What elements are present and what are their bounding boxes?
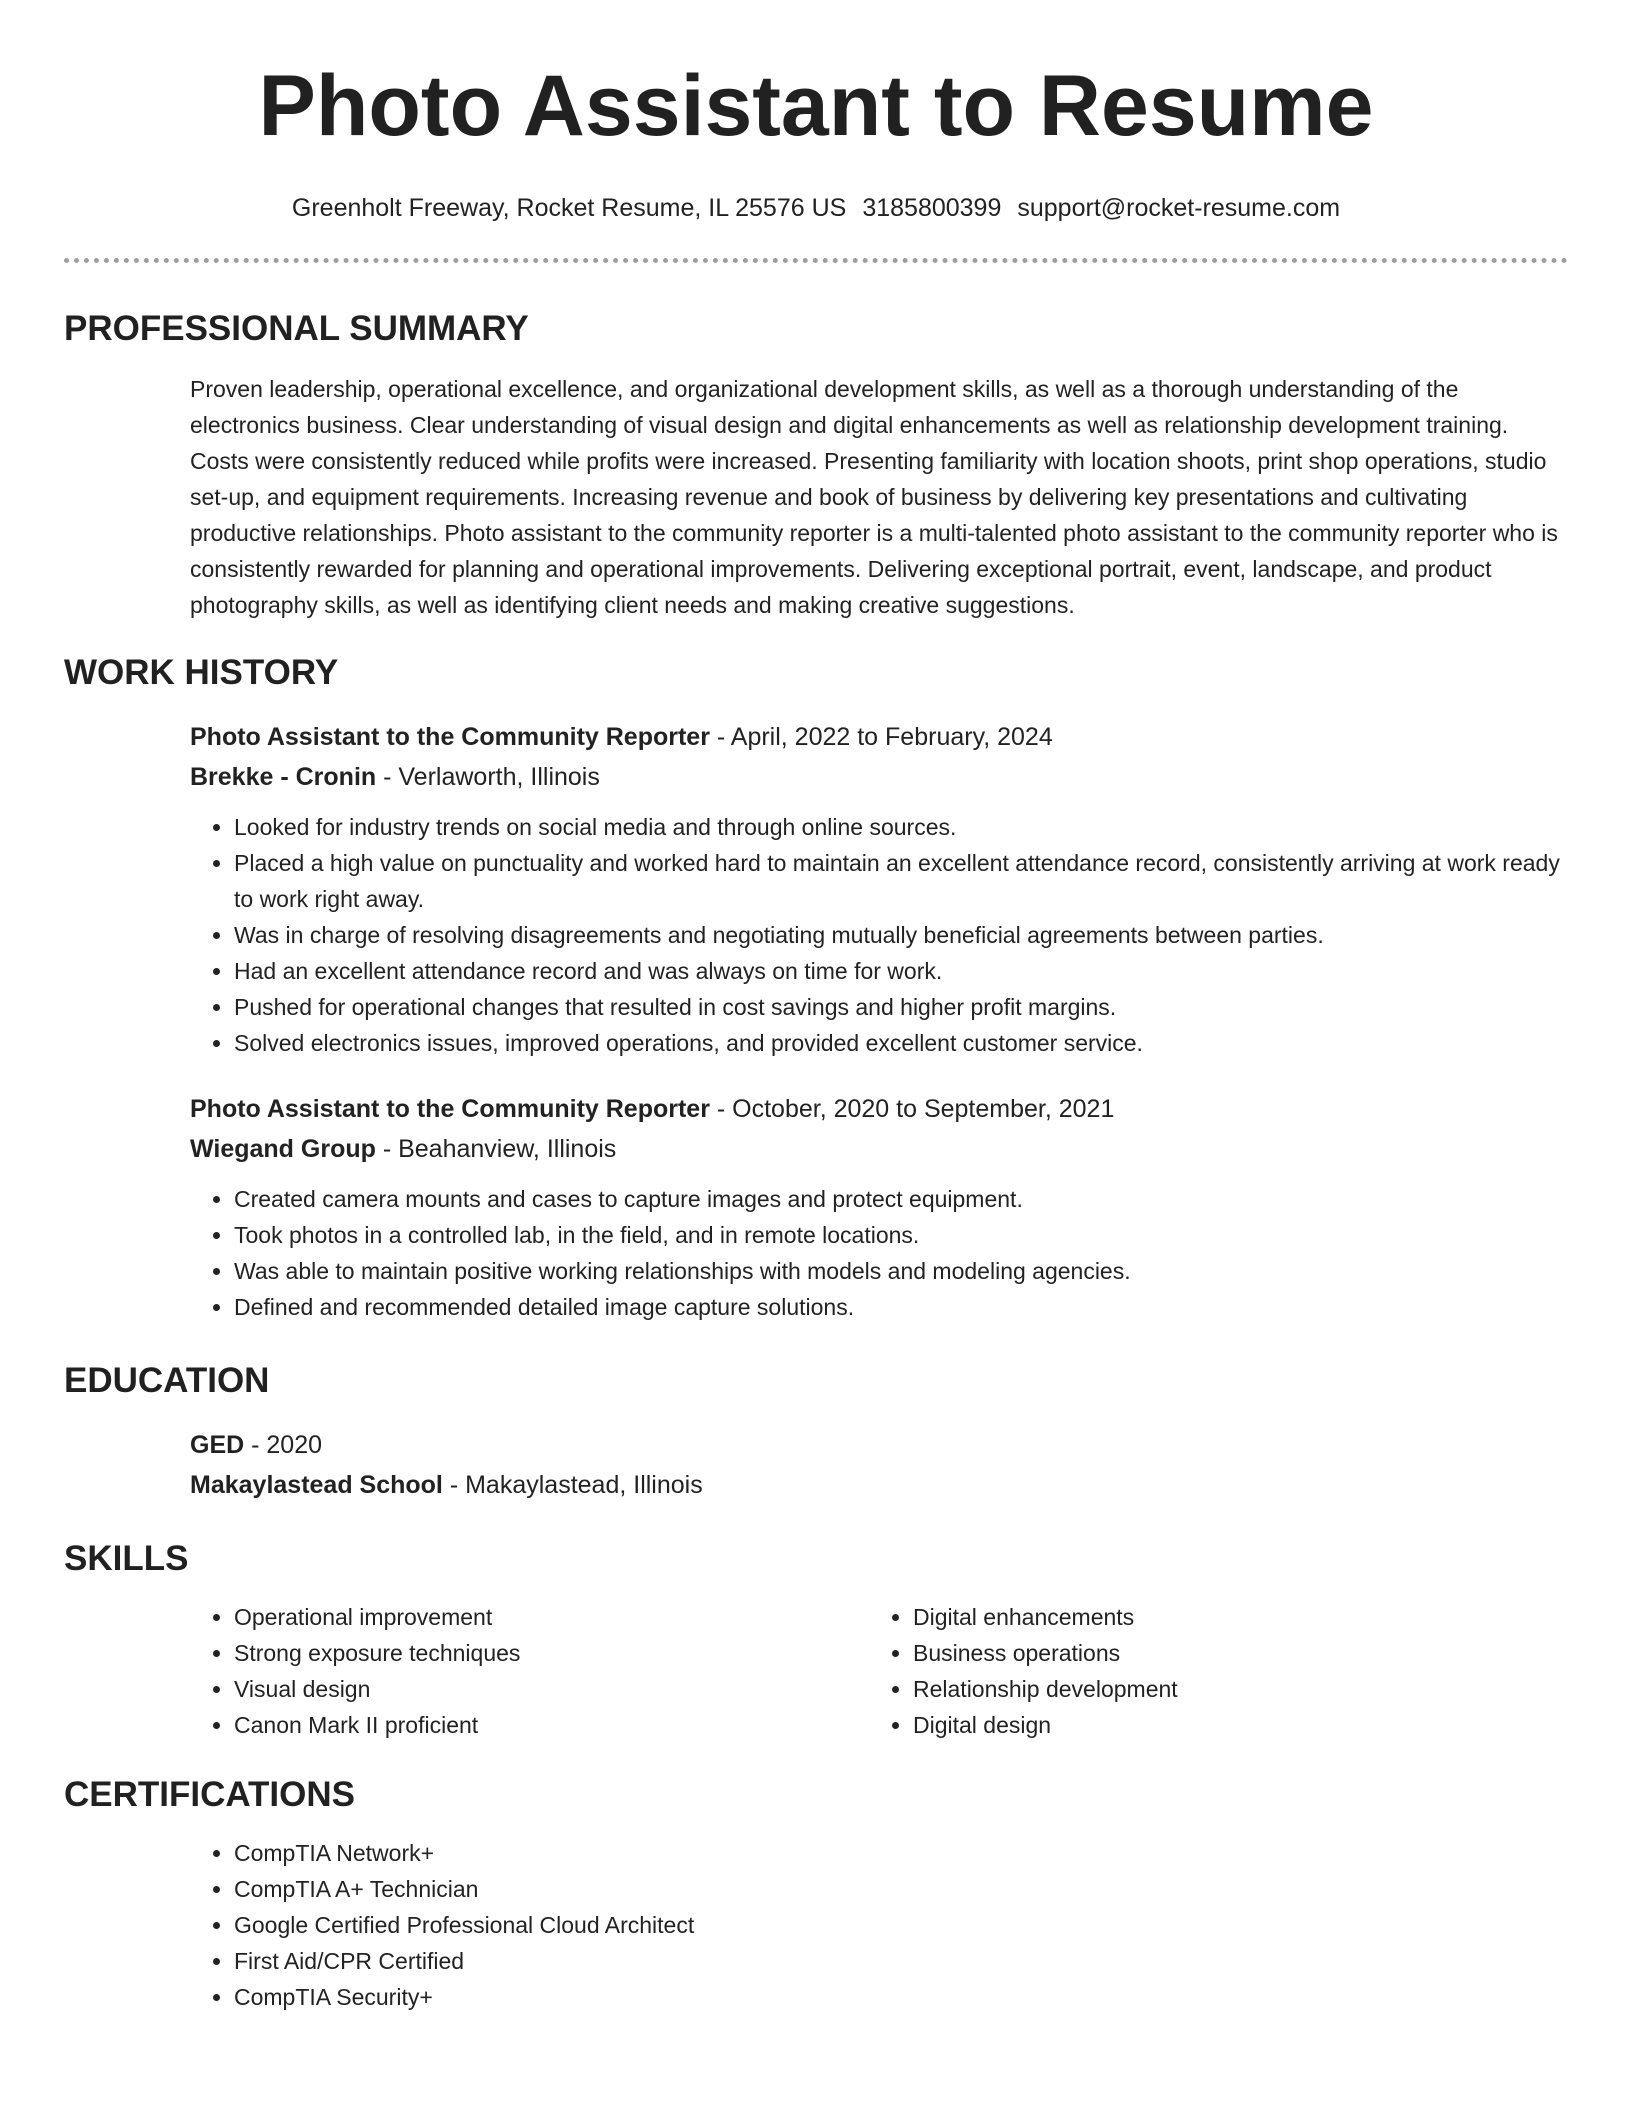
list-item: • Google Certified Professional Cloud Architect [234,1907,1568,1943]
section-title-work: WORK HISTORY [64,653,339,692]
contact-email: support@rocket-resume.com [1017,194,1341,222]
job-role: Photo Assistant to the Community Reporter [190,1095,710,1123]
resume-name: Photo Assistant to Resume [258,58,1374,154]
section-title-education: EDUCATION [64,1361,270,1400]
certifications-list [190,1835,1568,2015]
list-item: • Placed a high value on punctuality and worked hard to maintain an excellent attendance record, consistently arriving at work ready to work right away. [234,845,1568,917]
list-item: • CompTIA Security+ [234,1979,1568,2015]
list-item: • Operational improvement [234,1599,869,1635]
list-item: • Solved electronics issues, improved operations, and provided excellent customer service. [234,1025,1568,1061]
list-item: • Business operations [913,1635,1548,1671]
skills-column-left [190,1599,869,1743]
education-degree: GED [190,1431,245,1459]
list-item: • Took photos in a controlled lab, in the field, and in remote locations. [234,1217,1568,1253]
list-item: • Canon Mark II proficient [234,1707,869,1743]
list-item: • CompTIA Network+ [234,1835,1568,1871]
list-item: • Relationship development [913,1671,1548,1707]
skills-column-right [869,1599,1548,1743]
resume-page [64,0,1568,2038]
job-dates: - October, 2020 to September, 2021 [709,1095,1115,1123]
skills-grid [190,1599,1568,1743]
education-school-line [190,1465,1568,1505]
list-item: • CompTIA A+ Technician [234,1871,1568,1907]
job-company-line [190,1129,1568,1169]
contact-line [64,192,1568,224]
list-item: • Created camera mounts and cases to capture images and protect equipment. [234,1181,1568,1217]
job-bullets [190,1181,1568,1325]
education-entry [190,1425,1568,1505]
section-title-certifications: CERTIFICATIONS [64,1775,356,1814]
list-item: • First Aid/CPR Certified [234,1943,1568,1979]
section-title-skills: SKILLS [64,1539,189,1578]
list-item: • Looked for industry trends on social media and through online sources. [234,809,1568,845]
job-role-line [190,717,1568,757]
header-divider [64,258,1568,263]
summary-text: Proven leadership, operational excellence, and organizational development skills, as well as a thorough understanding of the electronics business. Clear understanding of visual design and digital enhancements as well as relationship development training. Costs were consistently reduced while profits were increased. Presenting familiarity with location shoots, print shop operations, studio set-up, and equipment requirements. Increasing revenue and book of business by delivering key presentations and cultivating productive relationships. Photo assistant to the community reporter is a multi-talented photo assistant to the community reporter who is consistently rewarded for planning and operational improvements. Delivering exceptional portrait, event, landscape, and product photography skills, as well as identifying client needs and making creative suggestions. [190,376,1558,618]
job-company: Brekke - Cronin [190,763,377,791]
job-location: - Verlaworth, Illinois [376,763,600,791]
contact-address: Greenholt Freeway, Rocket Resume, IL 25576 US [291,194,847,222]
education-year: - 2020 [244,1431,323,1459]
job-bullets [190,809,1568,1061]
job-role-line [190,1089,1568,1129]
list-item: • Defined and recommended detailed image capture solutions. [234,1289,1568,1325]
job-location: - Beahanview, Illinois [375,1135,617,1163]
education-school: Makaylastead School [190,1471,443,1499]
contact-phone: 3185800399 [862,194,1002,222]
job-dates: - April, 2022 to February, 2024 [709,723,1053,751]
list-item: • Pushed for operational changes that resulted in cost savings and higher profit margins. [234,989,1568,1025]
list-item: • Digital design [913,1707,1548,1743]
list-item: • Visual design [234,1671,869,1707]
job-company: Wiegand Group [190,1135,376,1163]
section-title-summary: PROFESSIONAL SUMMARY [64,309,529,348]
list-item: • Was in charge of resolving disagreements and negotiating mutually beneficial agreements between parties. [234,917,1568,953]
job-entry [190,717,1568,1061]
list-item: • Strong exposure techniques [234,1635,869,1671]
job-company-line [190,757,1568,797]
list-item: • Had an excellent attendance record and was always on time for work. [234,953,1568,989]
education-location: - Makaylastead, Illinois [442,1471,703,1499]
list-item: • Digital enhancements [913,1599,1548,1635]
job-role: Photo Assistant to the Community Reporter [190,723,710,751]
job-entry [190,1089,1568,1325]
education-degree-line [190,1425,1568,1465]
list-item: • Was able to maintain positive working relationships with models and modeling agencies. [234,1253,1568,1289]
